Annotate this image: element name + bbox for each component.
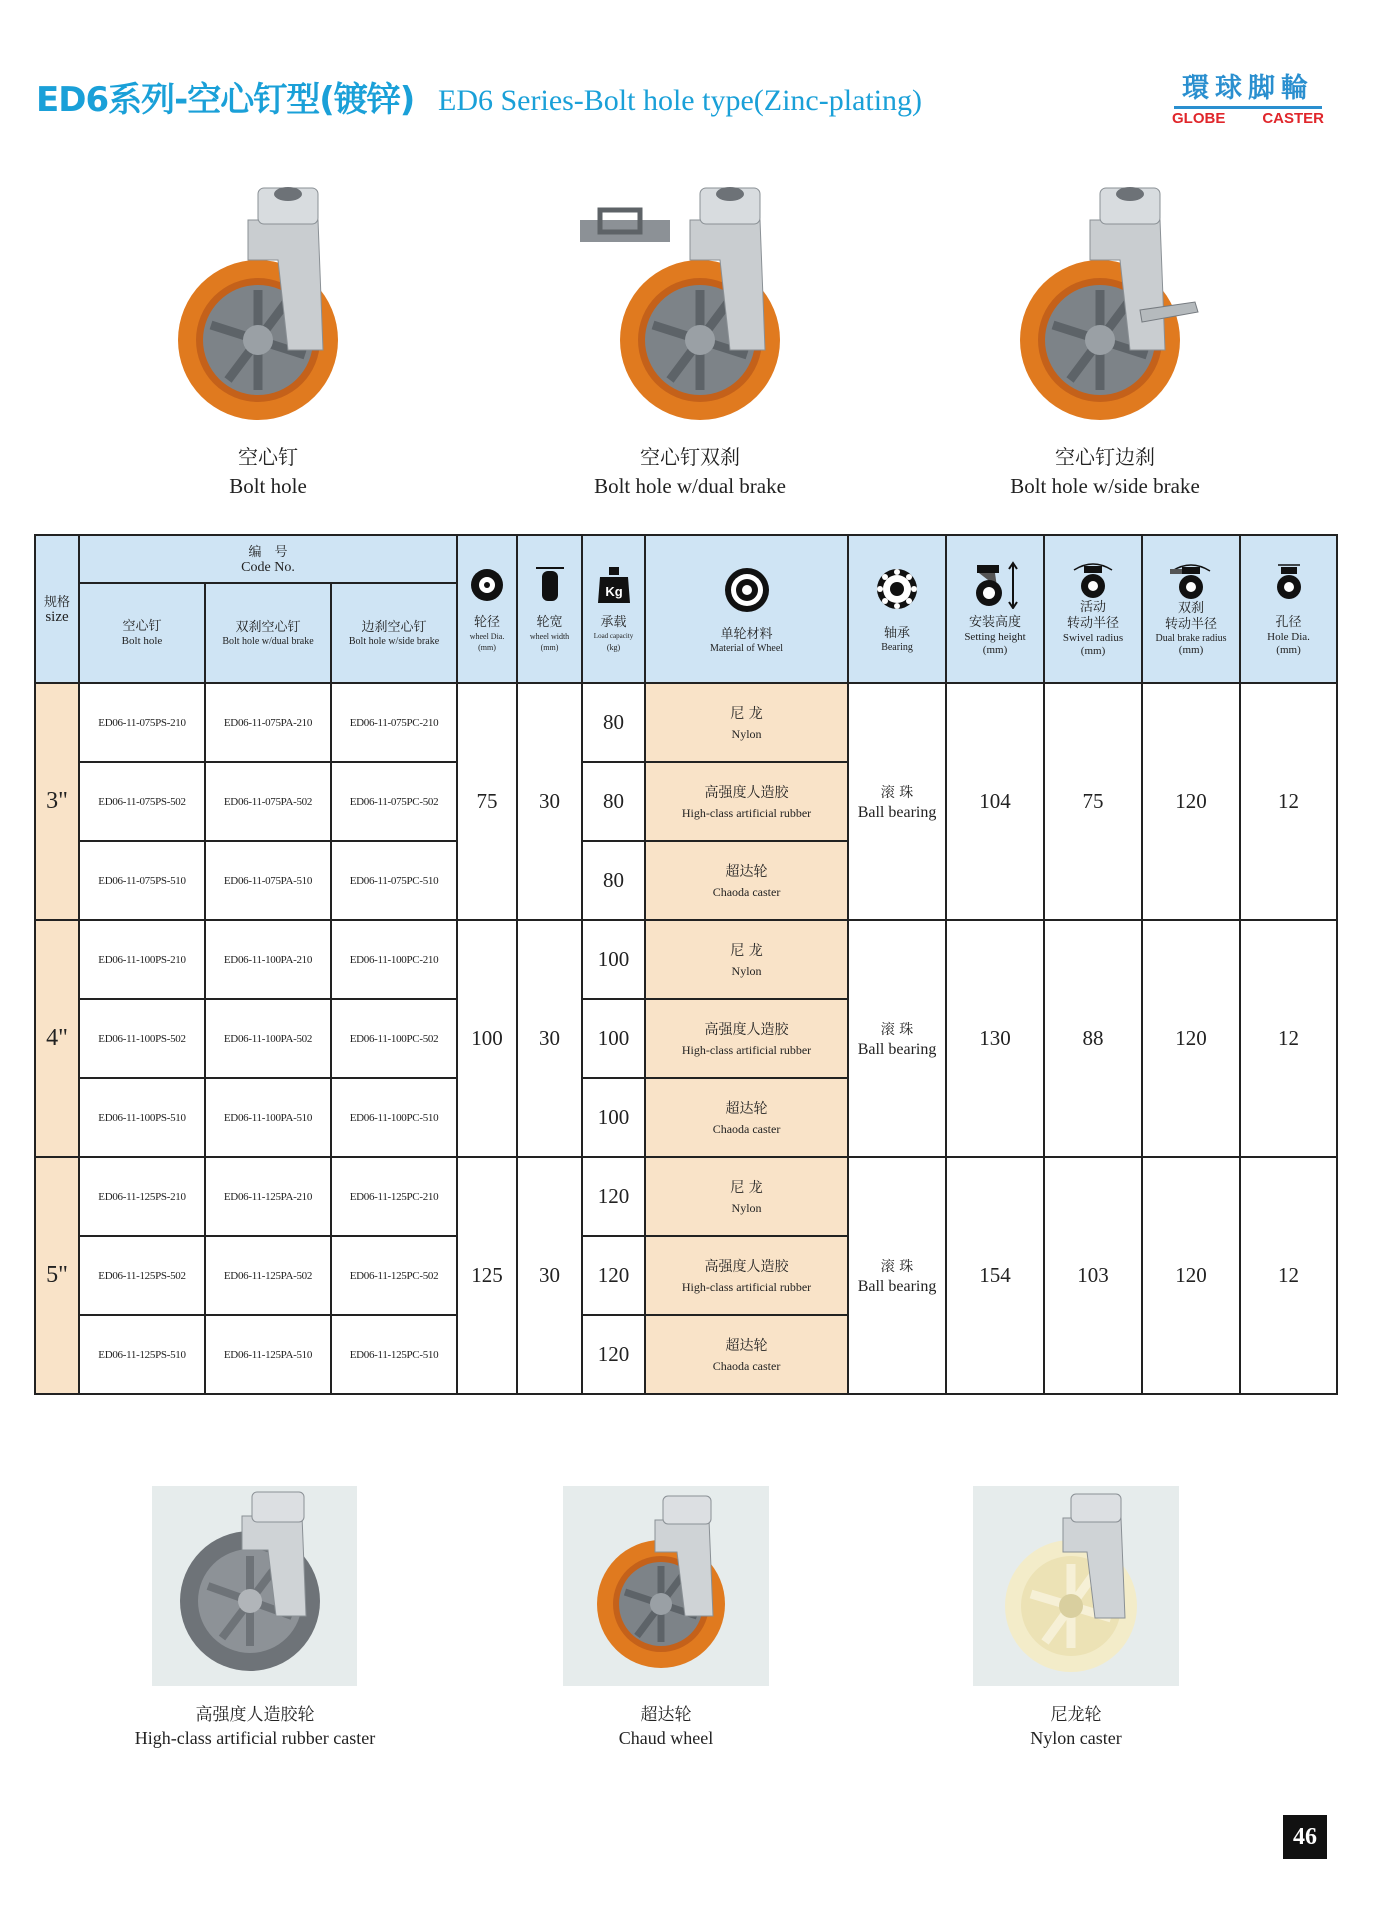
header-hole-dia-unit: (mm) <box>1276 644 1301 656</box>
wheel-width-cell: 30 <box>517 1157 582 1394</box>
header-swivel-radius-unit: (mm) <box>1080 645 1106 657</box>
code-bolt-cell: ED06-11-075PS-502 <box>79 762 205 841</box>
material-cn: 超达轮 <box>725 1101 768 1117</box>
setting-height-cell: 104 <box>946 683 1044 920</box>
material-en: Nylon <box>731 964 762 978</box>
size-cell: 3" <box>35 683 79 920</box>
header-code-bolt-en: Bolt hole <box>121 634 163 647</box>
header-dual-brake-radius-unit: (mm) <box>1178 644 1204 656</box>
header-bearing <box>848 535 946 683</box>
load-cell: 80 <box>582 683 645 762</box>
load-cell: 120 <box>582 1315 645 1394</box>
header-setting-height-unit: (mm) <box>982 644 1008 656</box>
wheel-material-icon <box>722 565 772 615</box>
product-caption-cn: 空心钉双刹 <box>640 445 740 469</box>
product-caption-en: Bolt hole w/side brake <box>1010 474 1200 498</box>
rubber-caster-image <box>152 1486 357 1686</box>
size-cell: 4" <box>35 920 79 1157</box>
nylon-caster-caption <box>966 1700 1186 1749</box>
code-bolt-cell: ED06-11-100PS-510 <box>79 1078 205 1157</box>
weight-icon <box>594 565 634 605</box>
hole-diameter-icon <box>1264 561 1314 601</box>
page-title-en: ED6 Series-Bolt hole type(Zinc-plating) <box>438 84 923 117</box>
material-en: High-class artificial rubber <box>681 806 812 820</box>
header-dual-brake-radius-cn2: 转动半径 <box>1165 617 1218 632</box>
dual-brake-radius-icon <box>1166 561 1216 601</box>
header-material-cn: 单轮材料 <box>720 626 773 642</box>
material-cell <box>645 1315 848 1394</box>
swivel-radius-icon <box>1068 560 1118 600</box>
hole-dia-cell: 12 <box>1240 683 1337 920</box>
header-material-en: Material of Wheel <box>709 642 784 654</box>
material-en: High-class artificial rubber <box>681 1043 812 1057</box>
code-side-cell: ED06-11-075PC-502 <box>331 762 457 841</box>
code-dual-cell: ED06-11-075PA-502 <box>205 762 331 841</box>
header-code-en: Code No. <box>241 559 295 575</box>
brand-word-caster: CASTER <box>1262 110 1324 127</box>
code-dual-cell: ED06-11-075PA-510 <box>205 841 331 920</box>
header-size-en: size <box>45 608 69 625</box>
header-swivel-radius <box>1044 535 1142 683</box>
wheel-dia-cell: 125 <box>457 1157 517 1394</box>
table-row <box>35 683 1337 762</box>
wheel-dia-cell: 100 <box>457 920 517 1157</box>
header-size-cn: 规格 <box>43 594 70 610</box>
material-cell <box>645 762 848 841</box>
caster-side-brake-image <box>990 180 1220 430</box>
wheel-width-icon <box>530 565 570 605</box>
code-bolt-cell: ED06-11-075PS-510 <box>79 841 205 920</box>
material-cn: 超达轮 <box>725 1338 768 1354</box>
rubber-caster-caption-cn: 高强度人造胶轮 <box>195 1705 315 1725</box>
material-cell <box>645 999 848 1078</box>
header-code-side-cn: 边刹空心钉 <box>361 619 427 635</box>
code-bolt-cell: ED06-11-075PS-210 <box>79 683 205 762</box>
brand-divider <box>1174 106 1322 109</box>
header-setting-height-en: Setting height <box>964 631 1026 643</box>
header-wheel-width-unit: (mm) <box>540 643 559 652</box>
material-cell <box>645 1078 848 1157</box>
header-dual-brake-radius-en: Dual brake radius <box>1155 633 1227 644</box>
header-dual-brake-radius-cn1: 双刹 <box>1178 601 1205 616</box>
header-material <box>645 535 848 683</box>
material-cn: 高强度人造胶 <box>704 785 789 801</box>
header-swivel-radius-cn2: 转动半径 <box>1067 616 1120 631</box>
size-cell: 5" <box>35 1157 79 1394</box>
header-code-dual <box>205 583 331 683</box>
material-en: High-class artificial rubber <box>681 1280 812 1294</box>
code-bolt-cell: ED06-11-125PS-510 <box>79 1315 205 1394</box>
bearing-cell <box>848 920 946 1157</box>
caster-dual-brake-image <box>560 180 820 430</box>
code-bolt-cell: ED06-11-100PS-502 <box>79 999 205 1078</box>
swivel-radius-cell: 75 <box>1044 683 1142 920</box>
page-title-cn: ED6系列-空心钉型(镀锌) <box>36 80 415 120</box>
hole-dia-cell: 12 <box>1240 920 1337 1157</box>
header-code-bolt-cn: 空心钉 <box>122 618 162 634</box>
header-bearing-cn: 轴承 <box>884 625 911 641</box>
header-code-side-en: Bolt hole w/side brake <box>348 635 440 647</box>
load-cell: 120 <box>582 1157 645 1236</box>
code-side-cell: ED06-11-100PC-510 <box>331 1078 457 1157</box>
header-wheel-width <box>517 535 582 683</box>
chaud-wheel-caption-cn: 超达轮 <box>640 1705 692 1725</box>
header-wheel-dia-unit: (mm) <box>478 643 496 652</box>
material-cn: 尼 龙 <box>730 943 763 959</box>
bearing-cn: 滚 珠 <box>880 784 914 801</box>
header-wheel-dia-en: wheel Dia. <box>469 632 505 641</box>
header-code-dual-cn: 双刹空心钉 <box>235 619 301 635</box>
material-en: Chaoda caster <box>712 1122 781 1136</box>
chaud-wheel-thumbnail <box>563 1486 769 1686</box>
header-code-bolt <box>79 583 205 683</box>
product-caption-cn: 空心钉 <box>238 445 298 469</box>
wheel-diameter-icon <box>467 565 507 605</box>
material-cell <box>645 1236 848 1315</box>
code-side-cell: ED06-11-075PC-210 <box>331 683 457 762</box>
nylon-caster-image <box>973 1486 1179 1686</box>
bearing-cn: 滚 珠 <box>880 1258 914 1275</box>
header-code-cn: 编 号 <box>248 544 288 560</box>
header-code-dual-en: Bolt hole w/dual brake <box>222 635 314 647</box>
caster-bolt-hole-image <box>168 180 368 430</box>
nylon-caster-caption-en: Nylon caster <box>1030 1728 1122 1748</box>
dual-brake-radius-cell: 120 <box>1142 683 1240 920</box>
load-cell: 120 <box>582 1236 645 1315</box>
header-hole-dia-cn: 孔径 <box>1275 615 1302 630</box>
table-row <box>35 1157 1337 1236</box>
header-swivel-radius-cn1: 活动 <box>1080 600 1107 615</box>
material-cn: 尼 龙 <box>730 1180 763 1196</box>
header-hole-dia-en: Hole Dia. <box>1267 631 1310 643</box>
setting-height-icon <box>967 561 1023 609</box>
header-load <box>582 535 645 683</box>
material-cn: 高强度人造胶 <box>704 1022 789 1038</box>
product-bolt-hole-side-brake <box>990 180 1220 499</box>
bearing-en: Ball bearing <box>857 803 937 821</box>
chaud-wheel-image <box>563 1486 769 1686</box>
load-cell: 80 <box>582 841 645 920</box>
product-bolt-hole <box>168 180 368 499</box>
material-cell <box>645 841 848 920</box>
spec-table <box>34 534 1338 1395</box>
header-swivel-radius-en: Swivel radius <box>1062 632 1124 644</box>
material-cell <box>645 1157 848 1236</box>
rubber-caster-thumbnail <box>152 1486 357 1686</box>
chaud-wheel-caption-en: Chaud wheel <box>618 1728 714 1748</box>
product-caption-en: Bolt hole <box>229 474 307 498</box>
code-side-cell: ED06-11-125PC-510 <box>331 1315 457 1394</box>
nylon-caster-thumbnail <box>973 1486 1179 1686</box>
code-bolt-cell: ED06-11-125PS-502 <box>79 1236 205 1315</box>
header-wheel-dia-cn: 轮径 <box>474 615 501 630</box>
code-bolt-cell: ED06-11-125PS-210 <box>79 1157 205 1236</box>
material-cn: 尼 龙 <box>730 706 763 722</box>
header-wheel-dia <box>457 535 517 683</box>
bearing-cn: 滚 珠 <box>880 1021 914 1038</box>
material-cell <box>645 920 848 999</box>
weight-icon-label: Kg <box>604 584 623 599</box>
header-setting-height-cn: 安装高度 <box>969 615 1022 630</box>
brand-logo <box>1168 66 1328 127</box>
header-load-cn: 承载 <box>600 615 627 630</box>
code-dual-cell: ED06-11-100PA-510 <box>205 1078 331 1157</box>
wheel-width-cell: 30 <box>517 920 582 1157</box>
rubber-caster-caption-en: High-class artificial rubber caster <box>134 1728 376 1748</box>
brand-name-en <box>1168 110 1328 127</box>
brand-name-cn: 環球脚輪 <box>1182 73 1314 104</box>
header-load-unit: (kg) <box>606 643 621 652</box>
brand-word-globe: GLOBE <box>1172 110 1226 127</box>
header-bearing-en: Bearing <box>881 641 913 653</box>
code-bolt-cell: ED06-11-100PS-210 <box>79 920 205 999</box>
bearing-en: Ball bearing <box>857 1040 937 1058</box>
code-side-cell: ED06-11-125PC-502 <box>331 1236 457 1315</box>
header-setting-height <box>946 535 1044 683</box>
page-number: 46 <box>1283 1815 1327 1859</box>
material-cn: 高强度人造胶 <box>704 1259 789 1275</box>
material-cell <box>645 683 848 762</box>
dual-brake-radius-cell: 120 <box>1142 1157 1240 1394</box>
product-bolt-hole-dual-brake <box>560 180 820 499</box>
ball-bearing-icon <box>874 566 920 612</box>
swivel-radius-cell: 88 <box>1044 920 1142 1157</box>
setting-height-cell: 154 <box>946 1157 1044 1394</box>
code-dual-cell: ED06-11-100PA-502 <box>205 999 331 1078</box>
dual-brake-radius-cell: 120 <box>1142 920 1240 1157</box>
load-cell: 100 <box>582 920 645 999</box>
code-dual-cell: ED06-11-075PA-210 <box>205 683 331 762</box>
header-dual-brake-radius <box>1142 535 1240 683</box>
material-cn: 超达轮 <box>725 864 768 880</box>
setting-height-cell: 130 <box>946 920 1044 1157</box>
header-hole-dia <box>1240 535 1337 683</box>
header-load-en: Load capacity <box>593 632 634 640</box>
code-dual-cell: ED06-11-125PA-210 <box>205 1157 331 1236</box>
code-dual-cell: ED06-11-125PA-510 <box>205 1315 331 1394</box>
load-cell: 100 <box>582 1078 645 1157</box>
code-side-cell: ED06-11-075PC-510 <box>331 841 457 920</box>
wheel-width-cell: 30 <box>517 683 582 920</box>
code-dual-cell: ED06-11-125PA-502 <box>205 1236 331 1315</box>
code-side-cell: ED06-11-125PC-210 <box>331 1157 457 1236</box>
code-side-cell: ED06-11-100PC-210 <box>331 920 457 999</box>
material-en: Nylon <box>731 1201 762 1215</box>
load-cell: 80 <box>582 762 645 841</box>
bearing-cell <box>848 1157 946 1394</box>
material-en: Chaoda caster <box>712 885 781 899</box>
code-side-cell: ED06-11-100PC-502 <box>331 999 457 1078</box>
material-en: Nylon <box>731 727 762 741</box>
header-wheel-width-cn: 轮宽 <box>536 615 563 630</box>
swivel-radius-cell: 103 <box>1044 1157 1142 1394</box>
nylon-caster-caption-cn: 尼龙轮 <box>1050 1705 1102 1725</box>
header-code <box>79 535 457 583</box>
product-caption-cn: 空心钉边刹 <box>1055 445 1155 469</box>
table-row <box>35 920 1337 999</box>
material-en: Chaoda caster <box>712 1359 781 1373</box>
rubber-caster-caption <box>120 1700 390 1749</box>
header-wheel-width-en: wheel width <box>529 632 570 641</box>
bearing-cell <box>848 683 946 920</box>
hole-dia-cell: 12 <box>1240 1157 1337 1394</box>
wheel-dia-cell: 75 <box>457 683 517 920</box>
chaud-wheel-caption <box>556 1700 776 1749</box>
header-code-side <box>331 583 457 683</box>
header-size <box>35 535 79 683</box>
code-dual-cell: ED06-11-100PA-210 <box>205 920 331 999</box>
load-cell: 100 <box>582 999 645 1078</box>
bearing-en: Ball bearing <box>857 1277 937 1295</box>
product-caption-en: Bolt hole w/dual brake <box>594 474 786 498</box>
